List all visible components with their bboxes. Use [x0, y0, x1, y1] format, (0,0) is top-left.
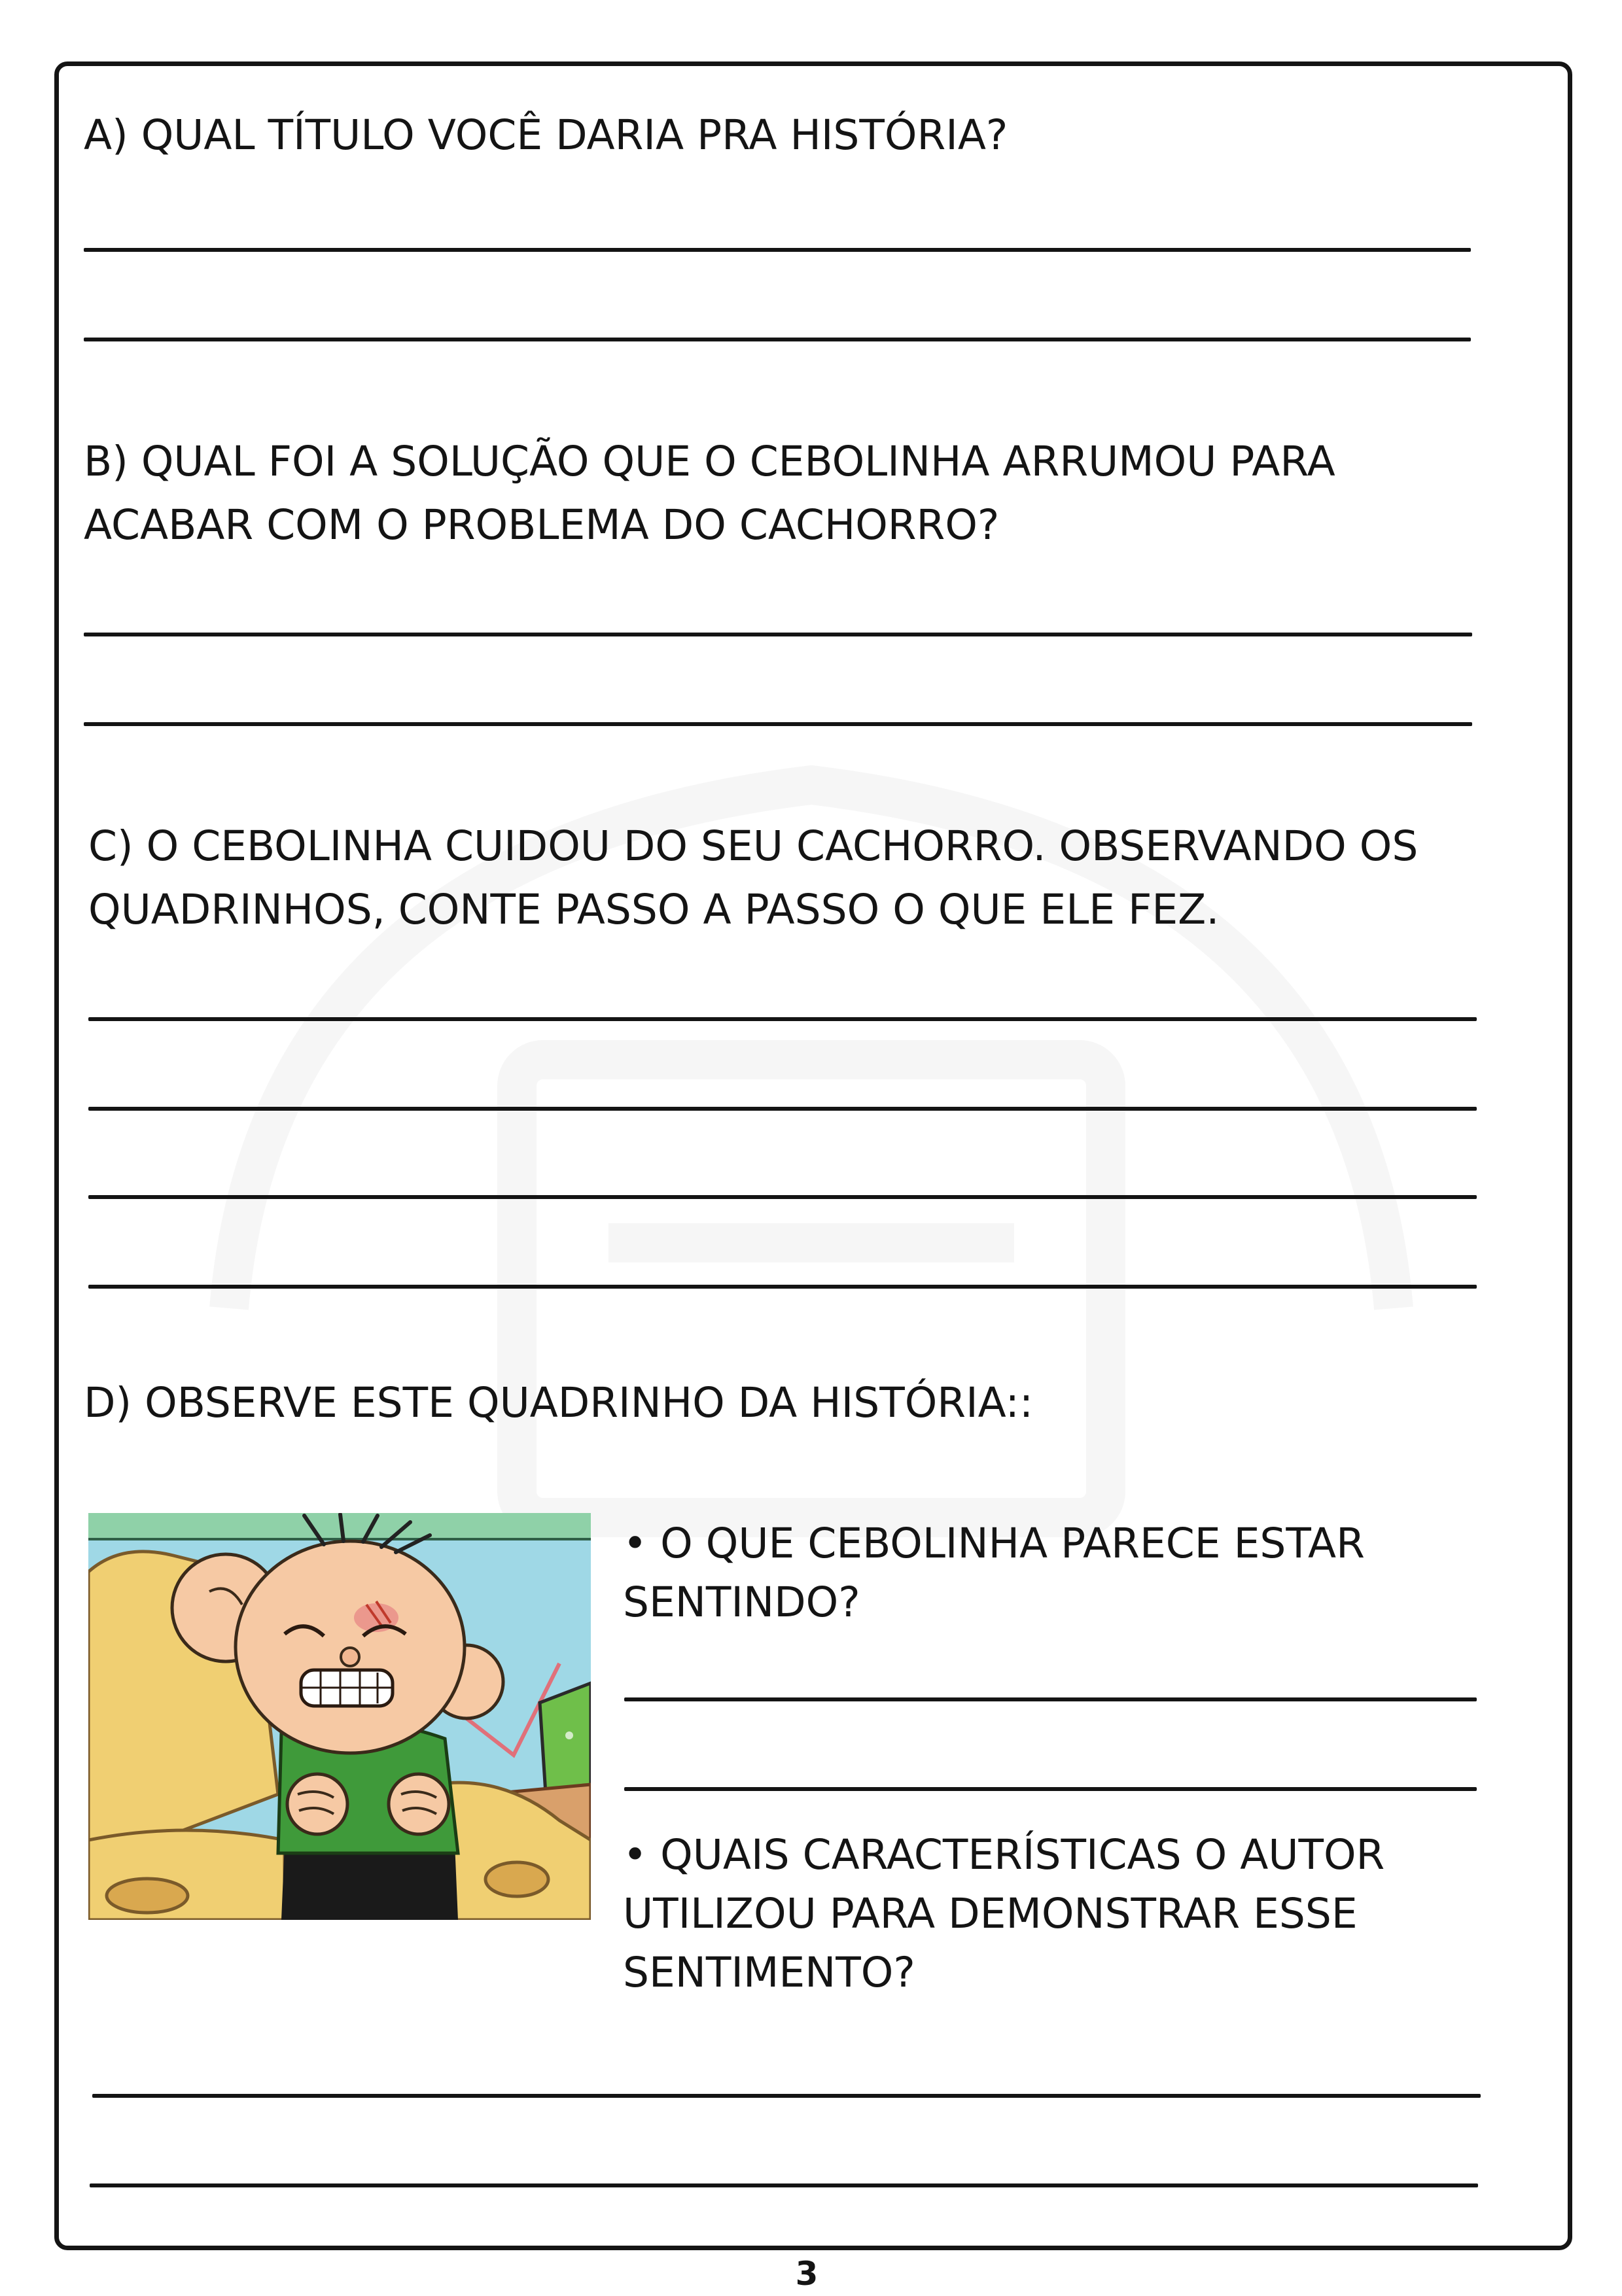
answer-line [84, 722, 1472, 726]
answer-line [624, 1697, 1477, 1701]
question-c-text-line: C) O CEBOLINHA CUIDOU DO SEU CACHORRO. OBSERVANDO OS [88, 822, 1419, 870]
comic-illustration [88, 1513, 591, 1920]
sub-question-feeling [623, 1514, 1365, 1632]
answer-line [92, 2094, 1481, 2098]
sub-question-text-line: UTILIZOU PARA DEMONSTRAR ESSE [623, 1890, 1358, 1938]
answer-line [90, 2183, 1478, 2187]
sub-question-text-line: SENTINDO? [623, 1578, 860, 1626]
question-b-text-line: B) QUAL FOI A SOLUÇÃO QUE O CEBOLINHA ARRUMOU PARA [84, 438, 1335, 485]
comic-panel-image [88, 1513, 591, 1920]
sub-question-text-line: SENTIMENTO? [623, 1949, 915, 1996]
question-b-text-line: ACABAR COM O PROBLEMA DO CACHORRO? [84, 501, 1000, 549]
question-d [84, 1371, 1033, 1435]
answer-line [84, 338, 1471, 341]
sub-question-text-line: • O QUE CEBOLINHA PARECE ESTAR [623, 1520, 1365, 1567]
sub-question-text-line: • QUAIS CARACTERÍSTICAS O AUTOR [623, 1831, 1385, 1879]
answer-line [88, 1017, 1477, 1021]
question-b [84, 430, 1335, 557]
question-a [84, 103, 1008, 167]
answer-line [88, 1195, 1477, 1199]
answer-line [84, 248, 1471, 252]
page-number: 3 [795, 2255, 819, 2293]
answer-line [84, 633, 1472, 636]
question-a-text: A) QUAL TÍTULO VOCÊ DARIA PRA HISTÓRIA? [84, 111, 1008, 159]
question-c [88, 814, 1418, 941]
question-d-text: D) OBSERVE ESTE QUADRINHO DA HISTÓRIA:: [84, 1379, 1034, 1427]
question-c-text-line: QUADRINHOS, CONTE PASSO A PASSO O QUE ELE FEZ. [88, 886, 1220, 933]
answer-line [88, 1107, 1477, 1111]
answer-line [624, 1787, 1477, 1791]
sub-question-characteristics [623, 1826, 1384, 2002]
answer-line [88, 1285, 1477, 1289]
